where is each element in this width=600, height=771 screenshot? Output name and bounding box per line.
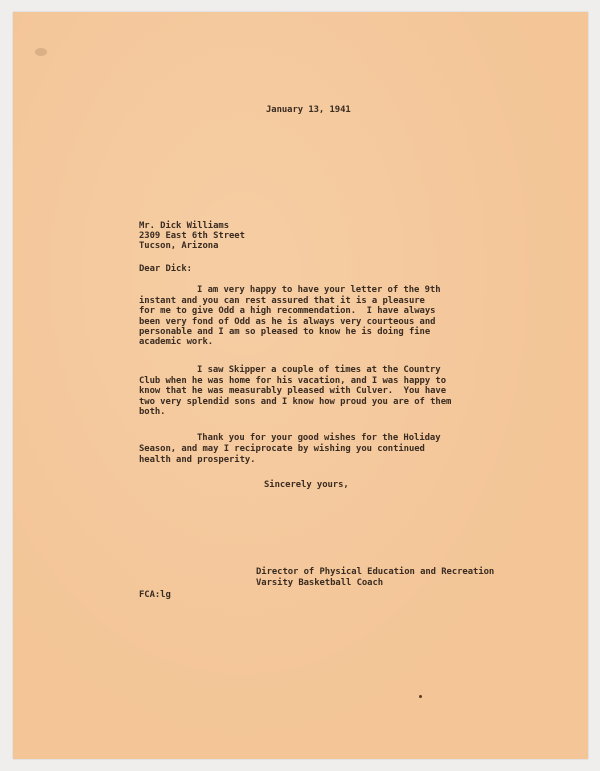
paragraph2-line: two very splendid sons and I know how proud you are of them (139, 397, 452, 407)
paragraph1-line: personable and I am so pleased to know he is doing fine (139, 327, 431, 337)
paragraph3-line: health and prosperity. (139, 455, 256, 465)
paragraph3-line: Thank you for your good wishes for the Holiday (197, 433, 441, 443)
paragraph2-line: I saw Skipper a couple of times at the Country (197, 365, 441, 375)
paper-smudge (35, 48, 47, 56)
recipient-city: Tucson, Arizona (139, 241, 219, 251)
paragraph1-line: for me to give Odd a high recommendation. I have always (139, 306, 436, 316)
closing: Sincerely yours, (264, 480, 349, 490)
paragraph1-line: academic work. (139, 337, 214, 347)
paragraph2-line: Club when he was home for his vacation, and I was happy to (139, 376, 447, 386)
paragraph1-line: instant and you can rest assured that it is a pleasure (139, 296, 425, 306)
paragraph1-line: been very fond of Odd as he is always very courteous and (139, 317, 436, 327)
signature-title: Director of Physical Education and Recreation (256, 567, 495, 577)
ink-dot (419, 695, 422, 698)
paragraph2-line: both. (139, 407, 166, 417)
paragraph2-line: know that he was measurably pleased with Culver. You have (139, 386, 447, 396)
recipient-name: Mr. Dick Williams (139, 221, 229, 231)
salutation: Dear Dick: (139, 264, 192, 274)
paragraph3-line: Season, and may I reciprocate by wishing you continued (139, 444, 425, 454)
recipient-street: 2309 East 6th Street (139, 231, 245, 241)
signature-title: Varsity Basketball Coach (256, 578, 384, 588)
paragraph1-line: I am very happy to have your letter of the 9th (197, 285, 441, 295)
letter-date: January 13, 1941 (266, 105, 351, 115)
typist-initials: FCA:lg (139, 590, 171, 600)
